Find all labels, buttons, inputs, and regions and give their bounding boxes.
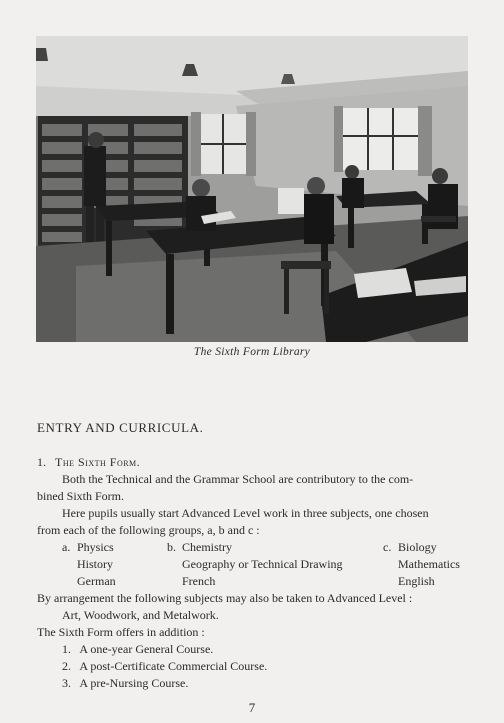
group-c-label: c. <box>383 540 392 554</box>
group-a-label: a. <box>62 540 71 554</box>
para1-line1: Both the Technical and the Grammar School are contributory to the com- <box>62 472 414 486</box>
group-a-item: History <box>77 557 113 571</box>
group-c-item: Mathematics <box>398 557 460 571</box>
group-c-item: English <box>398 574 435 588</box>
group-b-label: b. <box>167 540 176 554</box>
arrangement-line1: By arrangement the following subjects may also be taken to Advanced Level : <box>37 591 413 605</box>
para2-line1: Here pupils usually start Advanced Level work in three subjects, one chosen <box>62 506 429 520</box>
offer-item <box>62 642 213 657</box>
para1-line2: bined Sixth Form. <box>37 489 125 503</box>
library-photo-illustration <box>36 36 468 342</box>
group-b-item: Geography or Technical Drawing <box>182 557 343 571</box>
offer-number: 1. <box>62 642 71 656</box>
library-photo <box>36 36 468 342</box>
sixth-form-heading <box>37 455 140 470</box>
group-a-item: German <box>77 574 116 588</box>
offer-text: A post-Certificate Commercial Course. <box>79 659 268 673</box>
sixth-form-title: The Sixth Form. <box>55 455 141 469</box>
offers-intro: The Sixth Form offers in addition : <box>37 625 205 639</box>
offer-text: A one-year General Course. <box>79 642 214 656</box>
arrangement-line2: Art, Woodwork, and Metalwork. <box>62 608 219 622</box>
page-number: 7 <box>248 700 256 715</box>
offer-number: 2. <box>62 659 71 673</box>
para2-line2: from each of the following groups, a, b and c : <box>37 523 260 537</box>
offer-text: A pre-Nursing Course. <box>79 676 189 690</box>
group-b-item: French <box>182 574 216 588</box>
section-heading: ENTRY AND CURRICULA. <box>37 420 204 435</box>
group-a-item: Physics <box>77 540 114 554</box>
offer-number: 3. <box>62 676 71 690</box>
offer-item <box>62 676 188 691</box>
offer-item <box>62 659 267 674</box>
group-c-item: Biology <box>398 540 437 554</box>
group-b-item: Chemistry <box>182 540 232 554</box>
photo-caption: The Sixth Form Library <box>193 346 311 358</box>
sixth-form-number: 1. <box>37 455 46 469</box>
